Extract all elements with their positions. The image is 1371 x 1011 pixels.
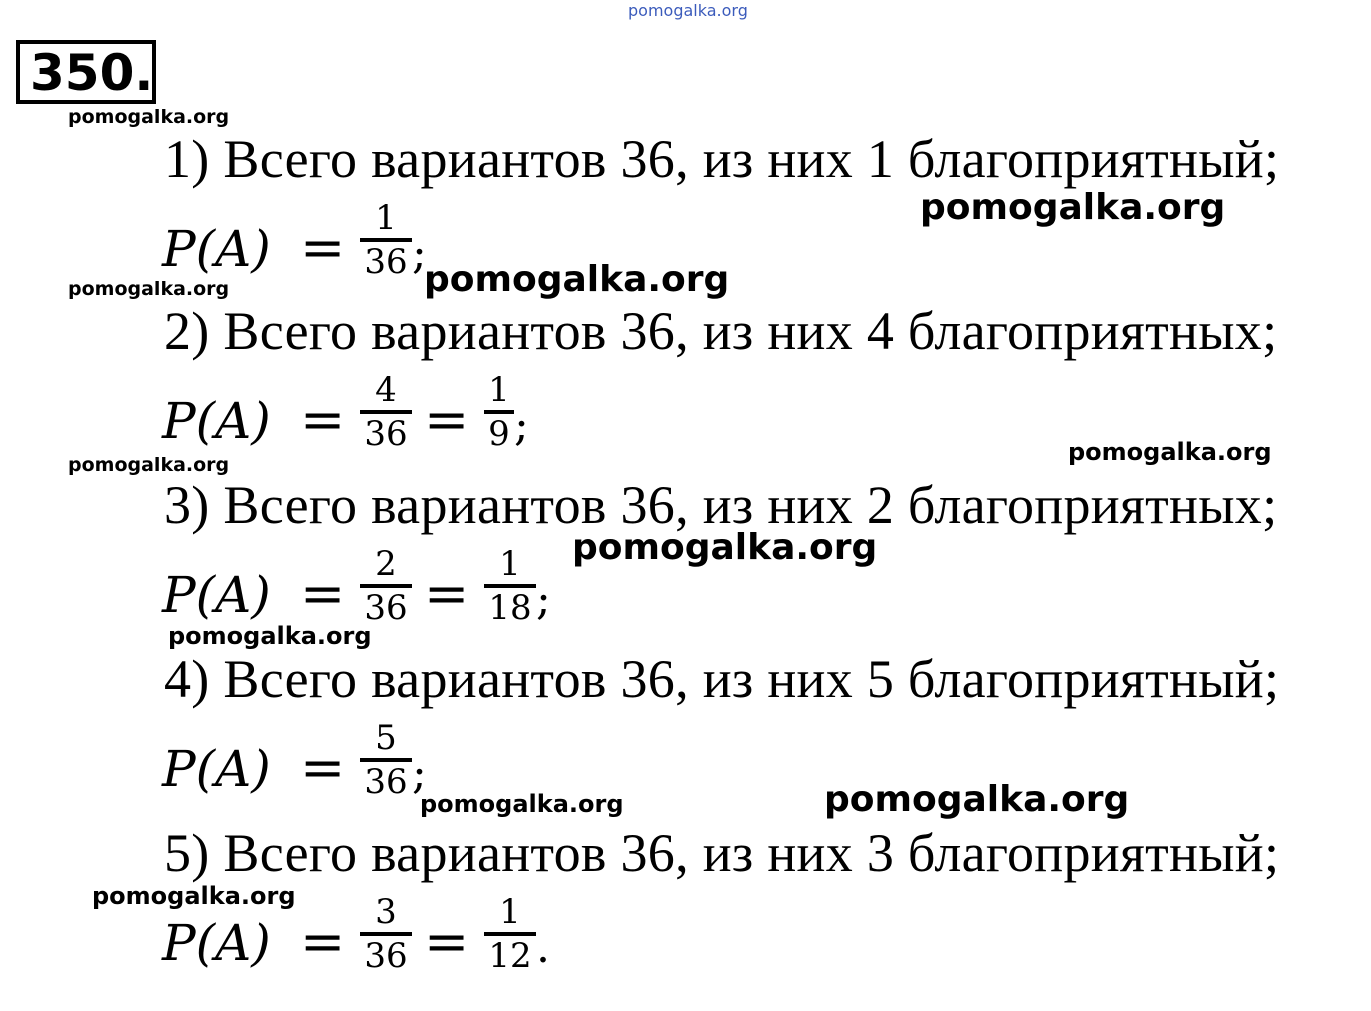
equals-sign: = xyxy=(300,388,346,451)
numerator: 5 xyxy=(375,718,397,758)
probability-symbol: P(A) xyxy=(162,914,271,972)
probability-symbol: P(A) xyxy=(162,566,271,624)
punctuation: ; xyxy=(412,228,427,279)
denominator: 36 xyxy=(364,414,408,454)
equals-sign: = xyxy=(424,388,470,451)
fraction xyxy=(484,892,536,976)
denominator: 18 xyxy=(488,588,532,628)
probability-symbol: P(A) xyxy=(162,392,271,450)
equals-sign: = xyxy=(300,910,346,973)
punctuation: . xyxy=(536,922,550,973)
equals-sign: = xyxy=(300,736,346,799)
punctuation: ; xyxy=(412,748,427,799)
punctuation: ; xyxy=(514,400,529,451)
denominator: 12 xyxy=(488,936,532,976)
item-text: 1) Всего вариантов 36, из них 1 благоприятный; xyxy=(164,129,1280,189)
probability-symbol: P(A) xyxy=(162,740,271,798)
watermark: pomogalka.org xyxy=(92,882,296,910)
denominator: 36 xyxy=(364,936,408,976)
numerator: 1 xyxy=(488,370,510,410)
watermark: pomogalka.org xyxy=(168,622,372,650)
denominator: 9 xyxy=(488,414,510,454)
watermark: pomogalka.org xyxy=(68,106,230,128)
denominator: 36 xyxy=(364,762,408,802)
fraction xyxy=(484,370,514,454)
probability-symbol: P(A) xyxy=(162,220,271,278)
watermark: pomogalka.org xyxy=(572,527,878,568)
watermark: pomogalka.org xyxy=(1068,438,1272,466)
probability-formula xyxy=(162,544,582,644)
numerator: 3 xyxy=(375,892,397,932)
fraction xyxy=(360,892,412,976)
probability-formula xyxy=(162,198,462,298)
item-text: 5) Всего вариантов 36, из них 3 благоприятный; xyxy=(164,823,1280,883)
item-text: 3) Всего вариантов 36, из них 2 благоприятных; xyxy=(164,475,1278,535)
watermark-top: pomogalka.org xyxy=(628,1,748,20)
probability-formula xyxy=(162,370,562,470)
watermark: pomogalka.org xyxy=(420,790,624,818)
punctuation: ; xyxy=(536,574,551,625)
fraction xyxy=(360,718,412,802)
equals-sign: = xyxy=(300,216,346,279)
watermark: pomogalka.org xyxy=(68,454,230,476)
equals-sign: = xyxy=(300,562,346,625)
problem-number: 350. xyxy=(16,40,156,104)
numerator: 1 xyxy=(375,198,397,238)
item-text: 2) Всего вариантов 36, из них 4 благоприятных; xyxy=(164,301,1278,361)
watermark: pomogalka.org xyxy=(824,779,1130,820)
item-text: 4) Всего вариантов 36, из них 5 благоприятный; xyxy=(164,649,1280,709)
denominator: 36 xyxy=(364,588,408,628)
denominator: 36 xyxy=(364,242,408,282)
fraction xyxy=(360,544,412,628)
fraction xyxy=(360,198,412,282)
watermark: pomogalka.org xyxy=(68,278,230,300)
equals-sign: = xyxy=(424,910,470,973)
equals-sign: = xyxy=(424,562,470,625)
probability-formula xyxy=(162,718,462,818)
watermark: pomogalka.org xyxy=(920,187,1226,228)
numerator: 2 xyxy=(375,544,397,584)
fraction xyxy=(360,370,412,454)
watermark: pomogalka.org xyxy=(424,259,730,300)
numerator: 1 xyxy=(499,544,521,584)
probability-formula xyxy=(162,892,582,992)
numerator: 1 xyxy=(499,892,521,932)
numerator: 4 xyxy=(375,370,397,410)
fraction xyxy=(484,544,536,628)
